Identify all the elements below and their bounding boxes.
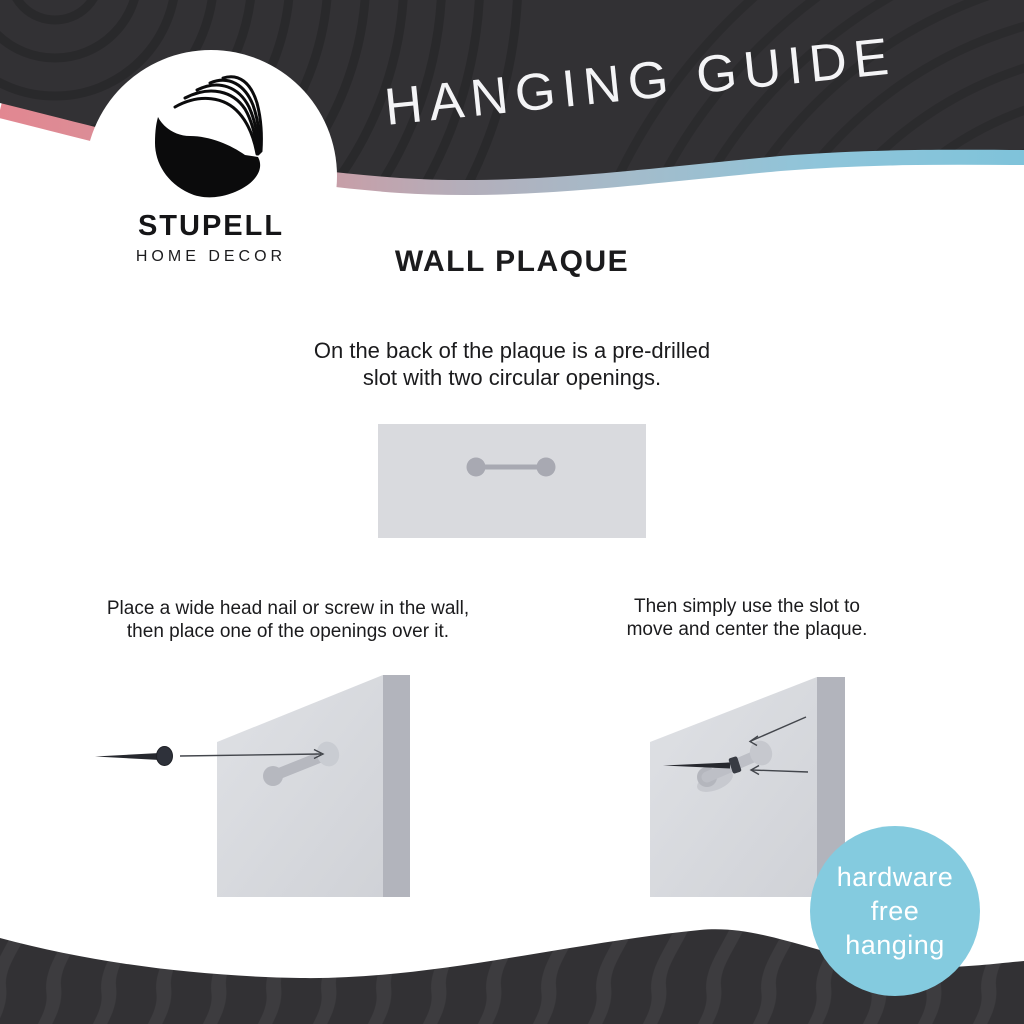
plaque-back-diagram (378, 424, 646, 538)
step-left-caption (88, 597, 488, 643)
hardware-free-badge (810, 826, 980, 996)
step-right-line-1: Then simply use the slot to (634, 596, 860, 617)
intro-line-1: On the back of the plaque is a pre-drilled (313, 338, 711, 363)
intro-line-2: slot with two circular openings. (362, 365, 662, 390)
page-title: HANGING GUIDE (381, 27, 899, 137)
intro-paragraph (262, 337, 762, 391)
brand-tagline: HOME DECOR (135, 248, 287, 265)
section-heading: WALL PLAQUE (394, 245, 630, 278)
badge-line-2: free (870, 896, 920, 926)
badge-line-3: hanging (845, 930, 945, 960)
plaque-back-panel (378, 424, 646, 538)
step-right-caption (587, 595, 907, 641)
plaque-side-edge (383, 675, 410, 897)
badge-line-1: hardware (836, 862, 954, 892)
stupell-s-swoosh-icon (155, 75, 265, 200)
step-left-line-1: Place a wide head nail or screw in the wall, (106, 598, 470, 619)
nail-icon (95, 747, 173, 766)
plaque-face (650, 677, 817, 897)
brand-name: STUPELL (137, 210, 285, 242)
illustration-nail-into-slot (80, 660, 420, 910)
step-left-line-2: then place one of the openings over it. (126, 621, 450, 642)
plaque-face (217, 675, 383, 897)
step-right-line-2: move and center the plaque. (626, 619, 868, 640)
brand-logo-circle (85, 50, 337, 302)
